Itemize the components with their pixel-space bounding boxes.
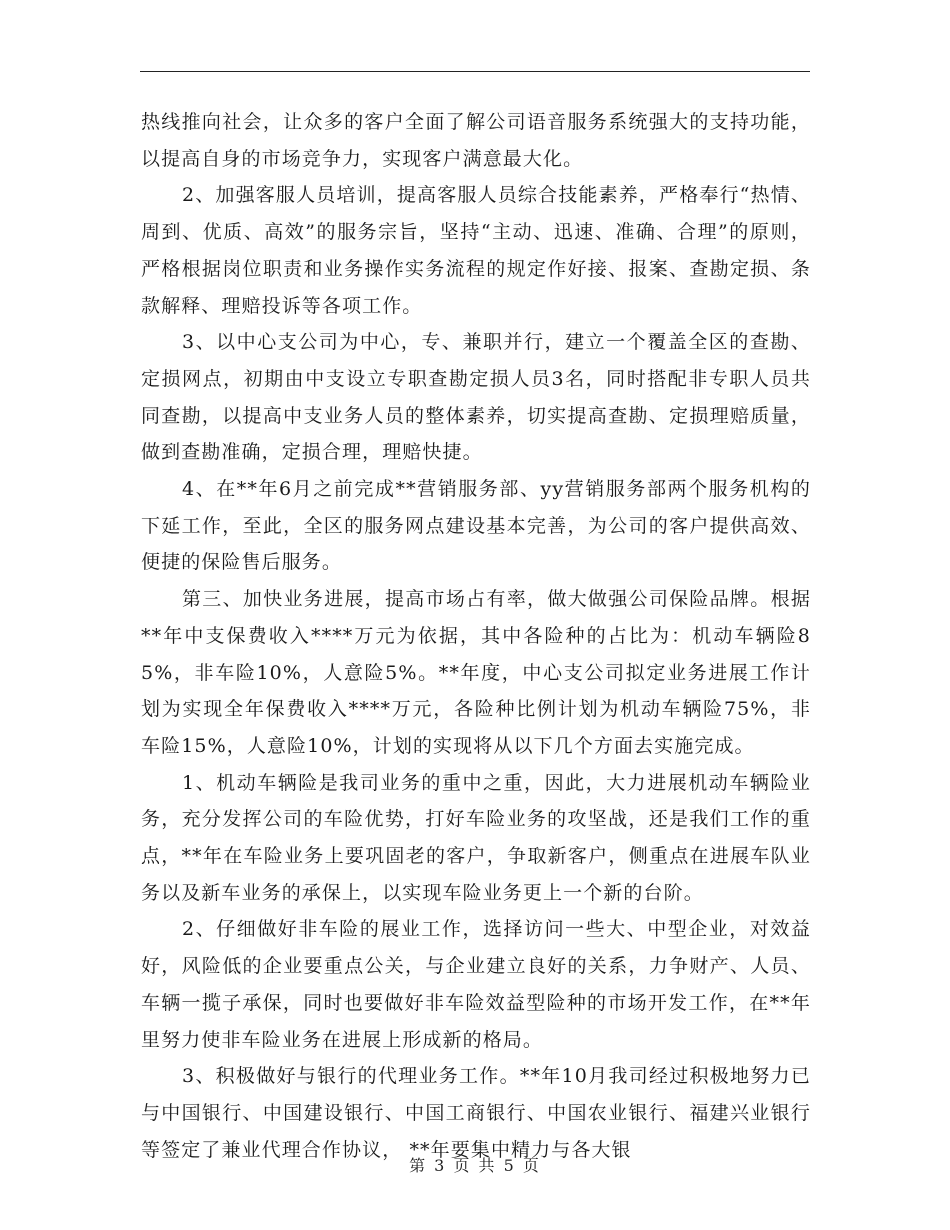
- paragraph-7: 2、仔细做好非车险的展业工作，选择访问一些大、中型企业，对效益好，风险低的企业要重点公关，与企业建立良好的关系，力争财产、人员、车辆一揽子承保，同时也要做好非车险效益型险种的市场开发工作，在**年里努力使非车险业务在进展上形成新的格局。: [141, 918, 811, 1051]
- paragraph-3: 3、以中心支公司为中心，专、兼职并行，建立一个覆盖全区的查勘、定损网点，初期由中支设立专职查勘定损人员3名，同时搭配非专职人员共同查勘，以提高中支业务人员的整体素养，切实提高查勘、定损理赔质量，做到查勘准确，定损合理，理赔快捷。: [141, 331, 811, 464]
- paragraph-4: 4、在**年6月之前完成**营销服务部、yy营销服务部两个服务机构的下延工作，至此，全区的服务网点建设基本完善，为公司的客户提供高效、便捷的保险售后服务。: [141, 478, 811, 574]
- paragraph-2: 2、加强客服人员培训，提高客服人员综合技能素养，严格奉行“热情、周到、优质、高效”的服务宗旨，坚持“主动、迅速、准确、合理”的原则，严格根据岗位职责和业务操作实务流程的规定作好接、报案、查勘定损、条款解释、理赔投诉等各项工作。: [141, 184, 811, 317]
- header-rule: [140, 71, 810, 72]
- paragraph-6: 1、机动车辆险是我司业务的重中之重，因此，大力进展机动车辆险业务，充分发挥公司的车险优势，打好车险业务的攻坚战，还是我们工作的重点，**年在车险业务上要巩固老的客户，争取新客户，侧重点在进展车队业务以及新车业务的承保上，以实现车险业务更上一个新的台阶。: [141, 771, 811, 904]
- page-number: 第 3 页 共 5 页: [409, 1156, 541, 1175]
- paragraph-8: 3、积极做好与银行的代理业务工作。**年10月我司经过积极地努力已与中国银行、中国建设银行、中国工商银行、中国农业银行、福建兴业银行等签定了兼业代理合作协议， **年要集中精力与各大银: [141, 1065, 811, 1161]
- document-body: [141, 104, 811, 1168]
- paragraph-1: 热线推向社会，让众多的客户全面了解公司语音服务系统强大的支持功能，以提高自身的市场竞争力，实现客户满意最大化。: [141, 111, 811, 170]
- paragraph-5: 第三、加快业务进展，提高市场占有率，做大做强公司保险品牌。根据**年中支保费收入****万元为依据，其中各险种的占比为：机动车辆险85%，非车险10%，人意险5%。**年度，中心支公司拟定业务进展工作计划为实现全年保费收入****万元，各险种比例计划为机动车辆险75%，非车险15%，人意险10%，计划的实现将从以下几个方面去实施完成。: [141, 588, 811, 757]
